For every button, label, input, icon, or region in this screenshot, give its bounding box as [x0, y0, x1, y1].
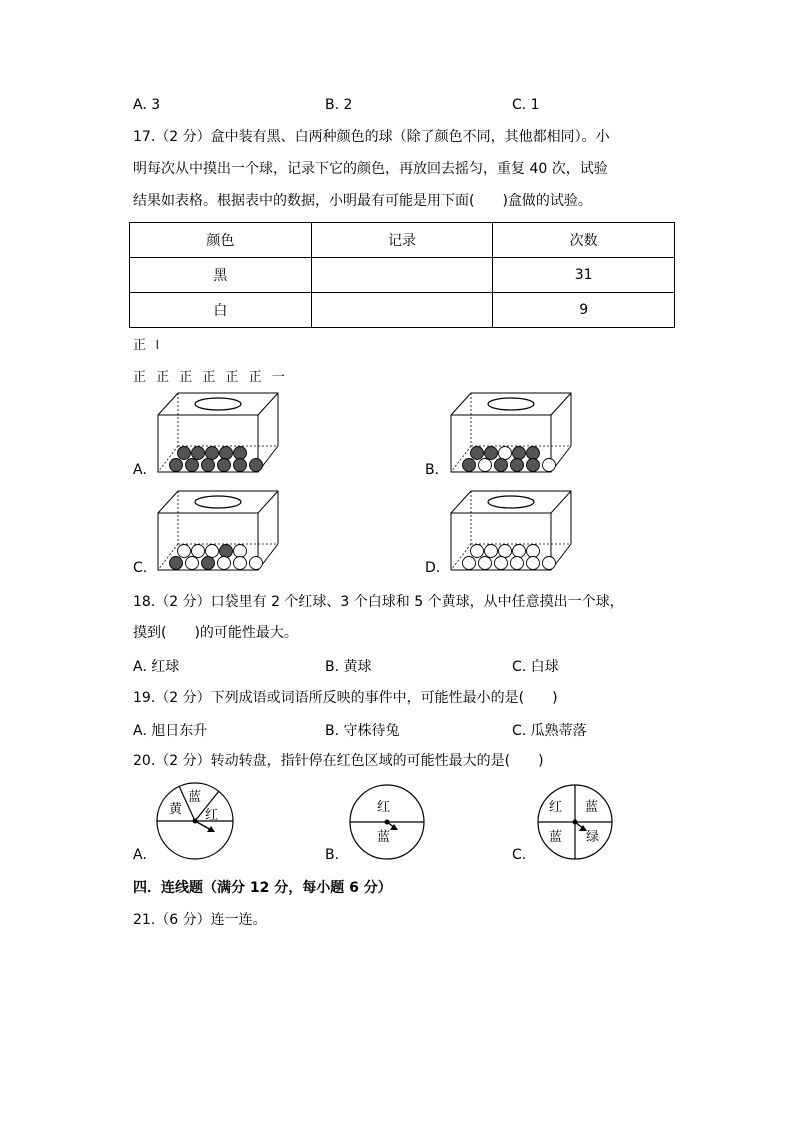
ball-box-b	[443, 392, 573, 477]
box-opening	[195, 496, 241, 508]
tally-white: 正 𝍩	[133, 338, 162, 353]
q17-option-a[interactable]: A.	[133, 462, 147, 478]
q19-option-b[interactable]: B. 守株待兔	[325, 723, 400, 739]
ball	[527, 459, 540, 472]
ball	[471, 545, 484, 558]
table-row	[130, 258, 675, 293]
ball	[234, 459, 247, 472]
ball	[499, 447, 512, 460]
box-opening	[488, 398, 534, 410]
ball	[218, 557, 231, 570]
box-edge	[551, 491, 571, 513]
ball	[192, 447, 205, 460]
section-4-title: 四．连线题（满分 12 分，每小题 6 分）	[133, 880, 392, 896]
spinner-c-label-bottom-right: 绿	[586, 830, 600, 845]
ball-box-a	[150, 392, 280, 477]
ball	[220, 447, 233, 460]
q17-option-c[interactable]: C.	[133, 560, 148, 576]
q18-text-line2: 摸到( )的可能性最大。	[133, 625, 298, 641]
table-cell: 白	[130, 293, 312, 328]
ball	[527, 557, 540, 570]
table-row	[130, 293, 675, 328]
ball	[250, 459, 263, 472]
ball	[218, 459, 231, 472]
q17-text-line3: 结果如表格。根据表中的数据，小明最有可能是用下面( )盒做的试验。	[133, 193, 592, 209]
spinner-c-label-top-left: 红	[549, 800, 563, 815]
ball	[543, 459, 556, 472]
q17-text-line1: 17.（2 分）盒中装有黑、白两种颜色的球（除了颜色不同，其他都相同）。小	[133, 129, 610, 145]
ball	[463, 459, 476, 472]
ball	[463, 557, 476, 570]
ball	[543, 557, 556, 570]
ball	[234, 557, 247, 570]
q20-option-b[interactable]: B.	[325, 847, 340, 863]
box-edge	[178, 491, 278, 544]
spinner-a-label-right: 红	[205, 808, 219, 823]
box-edge	[258, 393, 278, 415]
spinner-b-label-top: 红	[377, 800, 391, 815]
q16-option-c[interactable]: C. 1	[512, 97, 540, 113]
ball	[206, 447, 219, 460]
box-opening	[195, 398, 241, 410]
box-edge	[471, 393, 571, 446]
spinner-c-label-bottom-left: 蓝	[549, 830, 563, 845]
ball	[527, 545, 540, 558]
box-edge	[158, 491, 178, 513]
ball	[234, 447, 247, 460]
ball	[192, 545, 205, 558]
ball	[234, 545, 247, 558]
table-header-row	[130, 223, 675, 258]
box-edge	[258, 491, 278, 513]
ball	[495, 459, 508, 472]
q18-option-c[interactable]: C. 白球	[512, 659, 559, 675]
ball	[479, 557, 492, 570]
box-edge	[178, 393, 278, 446]
ball	[202, 459, 215, 472]
box-edge	[451, 491, 471, 513]
ball	[206, 545, 219, 558]
q19-text-line1: 19.（2 分）下列成语或词语所反映的事件中，可能性最小的是( )	[133, 690, 558, 706]
ball	[495, 557, 508, 570]
table-cell	[311, 293, 493, 328]
q18-option-b[interactable]: B. 黄球	[325, 659, 372, 675]
box-opening	[488, 496, 534, 508]
ball	[202, 557, 215, 570]
spinner-a	[155, 781, 235, 861]
q18-option-a[interactable]: A. 红球	[133, 659, 180, 675]
ball	[250, 557, 263, 570]
box-edge	[551, 393, 571, 415]
ball	[471, 447, 484, 460]
ball	[170, 557, 183, 570]
table-header-count: 次数	[493, 223, 675, 258]
ball	[479, 459, 492, 472]
ball	[511, 557, 524, 570]
spinner-a-label-left: 黄	[169, 802, 183, 817]
table-cell: 9	[493, 293, 675, 328]
table-cell	[311, 258, 493, 293]
ball	[186, 557, 199, 570]
ball	[170, 459, 183, 472]
ball-box-c	[150, 490, 280, 575]
q20-text-line1: 20.（2 分）转动转盘，指针停在红色区域的可能性最大的是( )	[133, 753, 544, 769]
box-edge	[451, 393, 471, 415]
ball	[178, 447, 191, 460]
q19-option-c[interactable]: C. 瓜熟蒂落	[512, 723, 587, 739]
q17-option-d[interactable]: D.	[425, 560, 441, 576]
ball	[513, 545, 526, 558]
q19-option-a[interactable]: A. 旭日东升	[133, 723, 208, 739]
q17-text-line2: 明每次从中摸出一个球，记录下它的颜色，再放回去摇匀，重复 40 次，试验	[133, 161, 608, 177]
q20-option-c[interactable]: C.	[512, 847, 527, 863]
table-cell: 31	[493, 258, 675, 293]
box-edge	[471, 491, 571, 544]
tally-black: 正 正 正 正 正 正 一	[133, 370, 288, 385]
spinner-c-label-top-right: 蓝	[585, 800, 599, 815]
ball	[485, 447, 498, 460]
ball	[220, 545, 233, 558]
ball	[485, 545, 498, 558]
spinner-a-label-top: 蓝	[188, 790, 202, 805]
ball	[499, 545, 512, 558]
record-table	[129, 222, 675, 328]
ball-box-d	[443, 490, 573, 575]
q16-option-b[interactable]: B. 2	[325, 97, 353, 113]
q16-option-a[interactable]: A. 3	[133, 97, 161, 113]
box-edge	[158, 393, 178, 415]
ball	[511, 459, 524, 472]
q18-text-line1: 18.（2 分）口袋里有 2 个红球、3 个白球和 5 个黄球，从中任意摸出一个球，	[133, 594, 624, 610]
table-header-color: 颜色	[130, 223, 312, 258]
spinner-c	[536, 783, 614, 861]
ball	[186, 459, 199, 472]
ball	[178, 545, 191, 558]
table-cell: 黑	[130, 258, 312, 293]
ball	[527, 447, 540, 460]
spinner-b-label-bottom: 蓝	[377, 830, 391, 845]
spinner-b	[347, 783, 427, 861]
table-header-record: 记录	[311, 223, 493, 258]
ball	[513, 447, 526, 460]
q20-option-a[interactable]: A.	[133, 847, 147, 863]
q21-text-line1: 21.（6 分）连一连。	[133, 912, 267, 928]
q17-option-b[interactable]: B.	[425, 462, 440, 478]
